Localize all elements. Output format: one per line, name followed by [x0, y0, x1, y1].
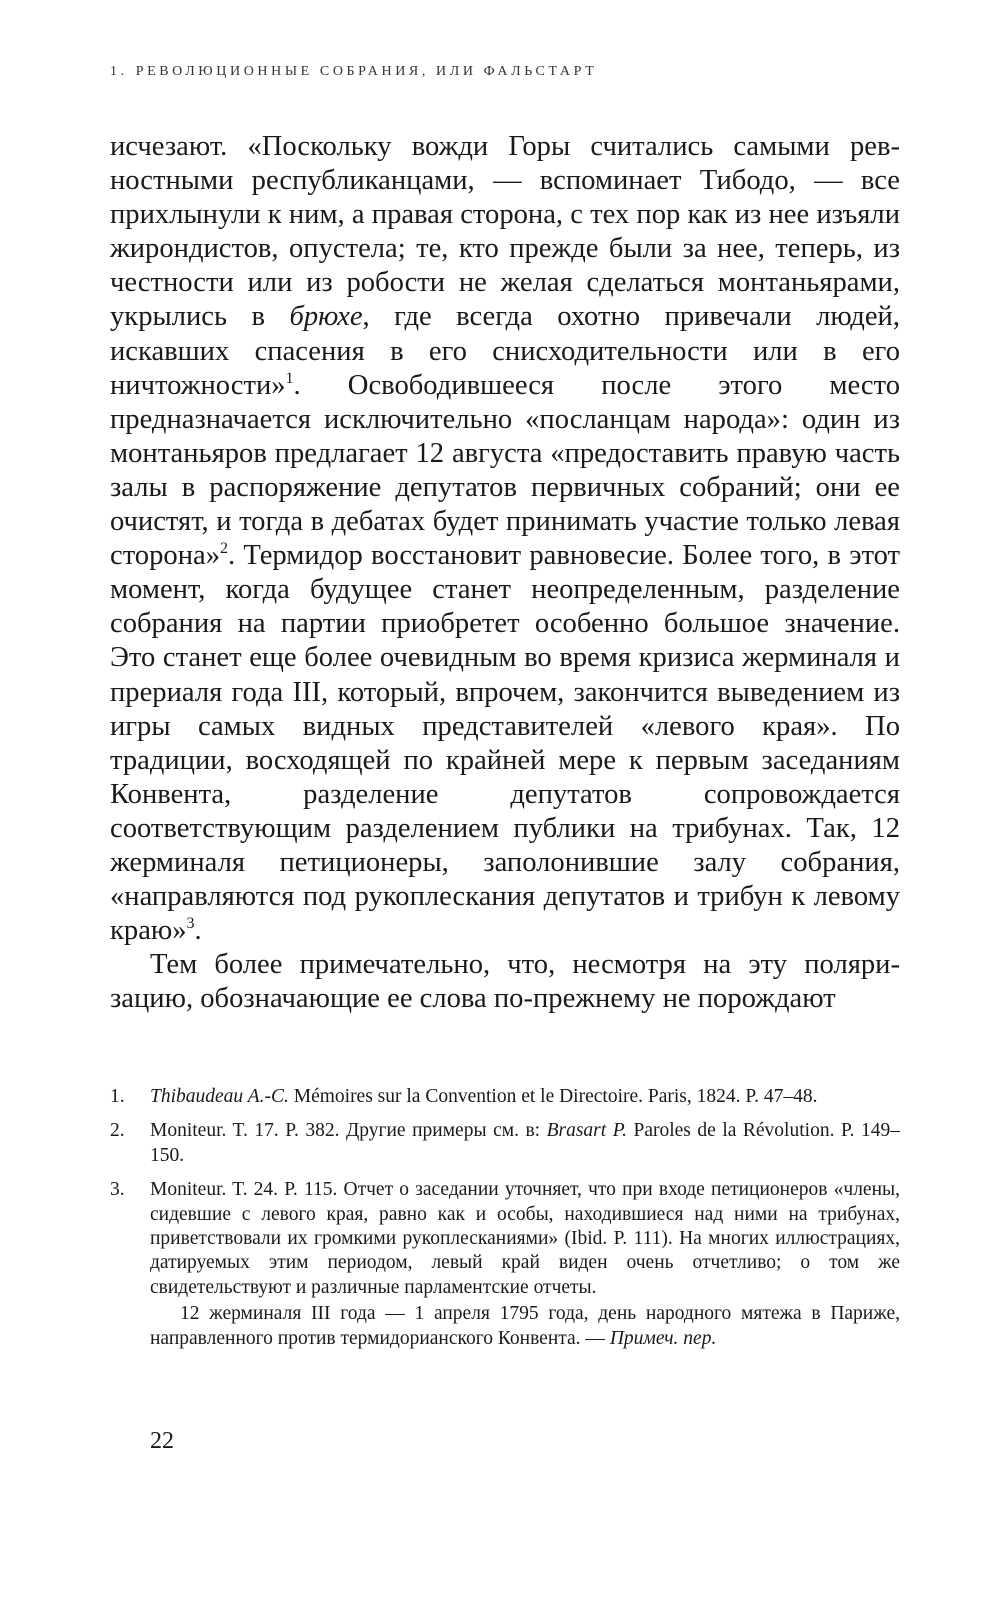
text-run: . Термидор восстановит равновесие. Более того, в этот момент, когда будущее станет неопределенным, разделение собрания на партии приобретет особенно большое значение. Это станет еще более очевидным во время кризиса жерминаля и прериаля года III, который, впрочем, закончится выведением из игры самых видных представителей «левого края». По традиции, восходящей по крайней мере к первым заседаниям Конвента, разделение депутатов сопровождается соответствующим разделением публики на трибунах. Так, 12 жерминаля петиционеры, заполонившие залу собрания, «направляются под рукоплескания депутатов и трибун к левому краю» [110, 540, 900, 947]
text-run: . [194, 915, 202, 947]
italic-word: брюхе [289, 301, 363, 333]
footnote-ref-1[interactable]: 1 [285, 369, 294, 387]
footnote-number: 2. [110, 1120, 125, 1142]
footnote-text: Moniteur. T. 17. P. 382. Другие примеры см. в: [150, 1120, 547, 1142]
paragraph-1 [110, 130, 900, 948]
footnote-1 [110, 1085, 900, 1109]
footnote-author: Brasart P. [546, 1120, 627, 1142]
chapter-number: 1. [110, 64, 128, 79]
footnote-ref-2[interactable]: 2 [220, 539, 228, 557]
translator-note [110, 1302, 900, 1351]
footnote-text: Moniteur. T. 24. P. 115. Отчет о заседании уточняет, что при входе петиционеров «члены, сидевшие с левого края, равно как и особы, находившиеся над ними на трибунах, приветствовали их громкими рукоплесканиями» (Ibid. P. 111). На многих иллюстрациях, датируемых этим периодом, левый край виден очень отчетливо; о том же свидетельствуют и различные парламентские отчеты. [150, 1179, 900, 1298]
footnote-number: 3. [110, 1179, 125, 1201]
footnote-text: Mémoires sur la Convention et le Directoire. Paris, 1824. P. 47–48. [288, 1086, 818, 1107]
footnotes [110, 1085, 900, 1351]
text-run: . Освободившееся после этого место предназначается исключительно «посланцам народа»: один из монтаньяров предлагает 12 августа «предоставить правую часть залы в распоряжение депутатов первичных собраний; они ее очистят, и тогда в дебатах будет принимать участие только левая сторона» [110, 369, 900, 572]
paragraph-2: Тем более примечательно, что, несмотря на эту поляризацию, обозначающие ее слова по-прежнему не порождают [110, 949, 900, 1015]
footnote-ref-3[interactable]: 3 [186, 914, 195, 932]
text-run: исчезают. «Поскольку вожди Горы считались самыми ревностными республиканцами, — вспоминает Тибодо, — все прихлынули к ним, а правая сторона, с тех пор как из нее изъяли жирондистов, опустела; те, кто прежде были за нее, теперь, из честности или из робости не желая сделаться монтаньярами, укрылись в [110, 131, 900, 333]
footnote-author: Thibaudeau A.-C. [150, 1086, 289, 1107]
text-run: , где всегда охотно привечали людей, искавших спасения в его снисходительности или в его ничтожности» [110, 301, 900, 401]
chapter-title: РЕВОЛЮЦИОННЫЕ СОБРАНИЯ, ИЛИ ФАЛЬСТАРТ [135, 64, 598, 79]
translator-note-signature: Примеч. пер. [609, 1327, 717, 1349]
running-head [110, 64, 597, 80]
footnote-2 [110, 1119, 900, 1168]
page-number: 22 [150, 1428, 174, 1454]
footnote-3 [110, 1178, 900, 1300]
footnote-number: 1. [110, 1086, 125, 1107]
footnote-text: Paroles de la Révolution. P. 149–150. [150, 1120, 901, 1166]
main-text [110, 130, 900, 1016]
translator-note-text: 12 жерминаля III года — 1 апреля 1795 года, день народного мятежа в Париже, направленного против термидорианского Конвента. — [150, 1303, 900, 1349]
